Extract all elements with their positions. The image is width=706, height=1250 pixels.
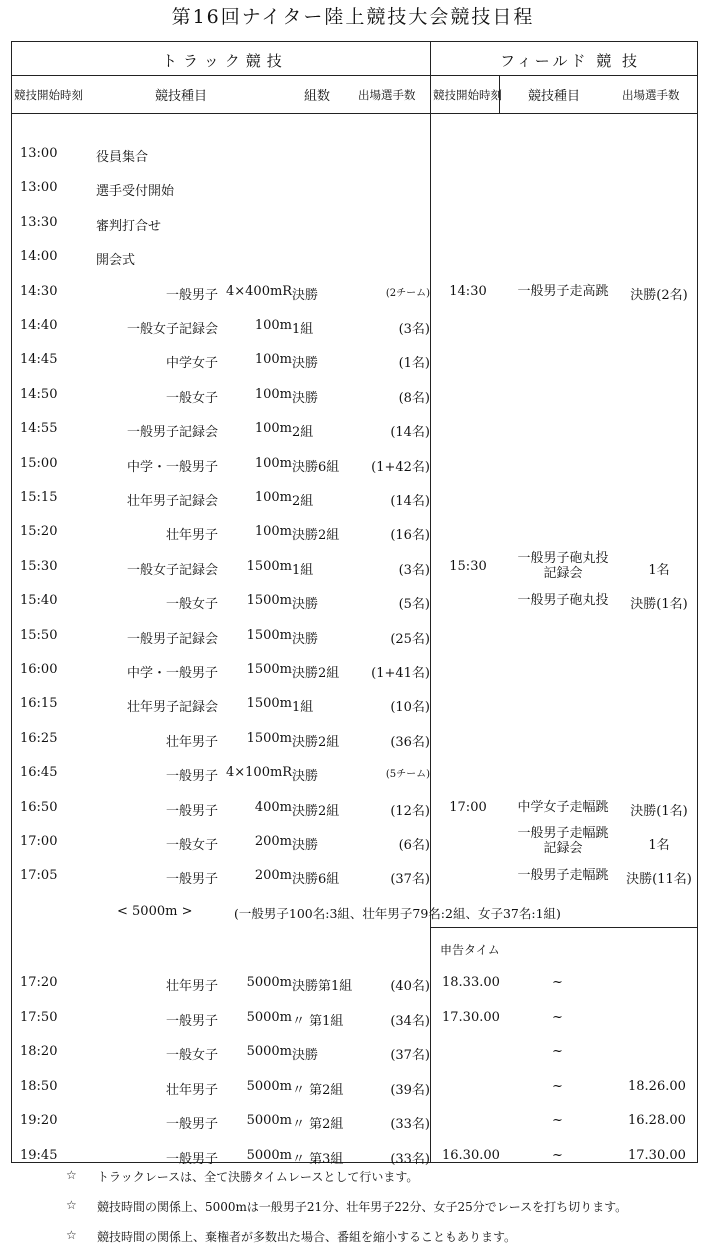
row-event-name: 一般男子 — [165, 803, 218, 819]
row-field-entrants: 決勝(1名) — [630, 597, 688, 613]
row-event-name: 一般男子 — [165, 1117, 218, 1133]
row-distance: 100m — [254, 421, 292, 437]
schedule-row — [12, 628, 699, 662]
row-event-name: 審判打合せ — [96, 218, 162, 234]
row-entrants: (6名) — [398, 838, 430, 853]
row-time: 19:45 — [20, 1148, 58, 1163]
row-groups: 2組 — [292, 494, 314, 509]
fivek-label: < 5000m > — [117, 904, 193, 919]
row-event-name: 開会式 — [96, 253, 136, 269]
row-event-name: 中学・一般男子 — [126, 666, 218, 681]
row-event-name: 壮年男子 — [165, 979, 218, 994]
row-event-name: 一般女子 — [165, 838, 218, 853]
row-distance: 5000m — [246, 1009, 292, 1025]
declared-time-label: 申告タイム — [440, 943, 500, 957]
row-entrants: (5チーム) — [385, 769, 430, 781]
row-declared-time: 16.30.00 — [442, 1148, 500, 1163]
row-declared-time-2: 16.28.00 — [628, 1113, 686, 1129]
col-event: 競技種目 — [155, 89, 208, 104]
row-groups: 決勝 — [292, 838, 319, 853]
note-text: 競技時間の関係上、5000mは一般男子21分、壮年男子22分、女子25分でレースを打ち切ります。 — [97, 1200, 628, 1214]
row-groups: 〃 第3組 — [292, 1152, 344, 1167]
note-text: 競技時間の関係上、棄権者が多数出た場合、番組を縮小することもあります。 — [97, 1230, 517, 1244]
col-field-event: 競技種目 — [528, 89, 581, 104]
row-entrants: (39名) — [390, 1082, 430, 1098]
schedule-row — [12, 318, 699, 352]
row-entrants: (5名) — [398, 597, 430, 613]
row-entrants: (12名) — [390, 803, 430, 819]
row-distance: 100m — [254, 318, 292, 333]
row-distance: 5000m — [246, 1148, 292, 1163]
row-groups: 〃 第2組 — [292, 1082, 344, 1098]
row-field-entrants: 決勝(2名) — [630, 287, 688, 303]
row-groups: 2組 — [292, 425, 314, 441]
row-declared-time: 18.33.00 — [442, 975, 500, 990]
row-event-name: 一般男子 — [165, 1152, 218, 1167]
row-entrants: (8名) — [398, 390, 430, 406]
row-distance: 100m — [254, 490, 292, 505]
row-field-event: 一般男子走幅跳 — [517, 868, 609, 884]
row-event-name: 一般男子記録会 — [126, 631, 218, 647]
row-time: 15:50 — [20, 627, 58, 643]
row-range-mark: ~ — [552, 1078, 563, 1094]
star-icon: ☆ — [66, 1168, 77, 1182]
schedule-row — [12, 868, 699, 902]
row-distance: 1500m — [246, 662, 292, 677]
col-groups: 組数 — [304, 89, 331, 104]
row-time: 13:00 — [20, 180, 58, 196]
row-groups: 決勝6組 — [292, 459, 340, 475]
row-entrants: (33名) — [390, 1117, 430, 1133]
star-icon: ☆ — [66, 1228, 77, 1242]
row-field-entrants: 決勝(1名) — [630, 803, 688, 819]
row-time: 16:00 — [20, 662, 58, 677]
row-groups: 決勝 — [292, 769, 319, 785]
row-entrants: (16名) — [390, 528, 430, 544]
row-event-name: 一般男子 — [165, 1013, 218, 1029]
row-groups: 1組 — [292, 700, 314, 716]
row-entrants: (40名) — [390, 979, 430, 994]
row-entrants: (1+42名) — [371, 459, 430, 475]
schedule-row — [12, 826, 699, 868]
row-time: 17:50 — [20, 1009, 58, 1025]
note-text: トラックレースは、全て決勝タイムレースとして行います。 — [97, 1170, 419, 1184]
row-time: 15:00 — [20, 455, 58, 471]
fivek-row — [12, 1044, 699, 1078]
row-time: 15:40 — [20, 593, 58, 609]
schedule-row — [12, 696, 699, 730]
row-declared-time-2: 17.30.00 — [628, 1148, 686, 1163]
row-groups: 決勝 — [292, 1048, 319, 1064]
fivek-row — [12, 1010, 699, 1044]
row-groups: 決勝2組 — [292, 528, 340, 544]
row-event-name: 一般男子 — [165, 769, 218, 785]
row-time: 14:30 — [20, 283, 58, 299]
row-distance: 1500m — [246, 696, 292, 712]
row-range-mark: ~ — [552, 1009, 563, 1025]
row-entrants: (37名) — [390, 872, 430, 888]
row-event-name: 中学・一般男子 — [126, 459, 218, 475]
row-range-mark: ~ — [552, 975, 563, 990]
row-event-name: 一般女子 — [165, 390, 218, 406]
row-field-entrants: 1名 — [648, 562, 670, 578]
row-time: 15:20 — [20, 524, 58, 540]
row-field-event: 一般男子砲丸投 — [517, 593, 609, 609]
row-time: 14:50 — [20, 386, 58, 402]
row-field-time: 14:30 — [449, 283, 487, 299]
schedule-row — [12, 249, 699, 283]
row-event-name: 一般女子記録会 — [126, 322, 218, 337]
fivek-row — [12, 975, 699, 1009]
row-distance: 1500m — [246, 593, 292, 609]
schedule-row — [12, 550, 699, 593]
row-time: 14:00 — [20, 249, 58, 265]
fivek-row — [12, 1079, 699, 1113]
row-distance: 1500m — [246, 558, 292, 574]
row-groups: 1組 — [292, 562, 314, 578]
row-time: 15:30 — [20, 558, 58, 574]
row-groups: 決勝6組 — [292, 872, 340, 888]
schedule-row — [12, 456, 699, 490]
schedule-row — [12, 180, 699, 214]
row-entrants: (37名) — [390, 1048, 430, 1064]
row-time: 14:40 — [20, 318, 58, 333]
row-entrants: (14名) — [390, 494, 430, 509]
row-field-event: 中学女子走幅跳 — [517, 799, 609, 815]
row-time: 17:20 — [20, 975, 58, 990]
row-distance: 100m — [254, 386, 292, 402]
row-field-entrants: 決勝(11名) — [626, 872, 692, 888]
schedule-table — [11, 41, 698, 1167]
row-time: 13:30 — [20, 214, 58, 230]
row-groups: 決勝2組 — [292, 734, 340, 750]
schedule-row — [12, 284, 699, 318]
row-event-name: 役員集合 — [96, 150, 149, 165]
fivek-note: (一般男子100名:3組、壮年男子79名:2組、女子37名:1組) — [234, 906, 561, 921]
row-field-time: 15:30 — [449, 558, 487, 574]
schedule-row — [12, 662, 699, 696]
row-event-name: 一般女子 — [165, 597, 218, 613]
row-entrants: (14名) — [390, 425, 430, 441]
row-entrants: (3名) — [398, 562, 430, 578]
row-entrants: (10名) — [390, 700, 430, 716]
row-range-mark: ~ — [552, 1113, 563, 1129]
col-entrants: 出場選手数 — [358, 88, 416, 102]
schedule-row — [12, 352, 699, 386]
row-groups: 決勝2組 — [292, 666, 340, 681]
schedule-row — [12, 421, 699, 455]
row-entrants: (33名) — [390, 1152, 430, 1167]
row-event-name: 壮年男子記録会 — [126, 700, 218, 716]
row-time: 17:05 — [20, 868, 58, 884]
row-groups: 〃 第1組 — [292, 1013, 344, 1029]
row-event-name: 選手受付開始 — [96, 184, 175, 200]
field-section-title: フィールド 競 技 — [500, 52, 641, 70]
row-entrants: (36名) — [390, 734, 430, 750]
row-distance: 5000m — [246, 1078, 292, 1094]
row-declared-time: 17.30.00 — [442, 1009, 500, 1025]
schedule-row — [12, 490, 699, 524]
row-distance: 100m — [254, 524, 292, 540]
col-start-time: 競技開始時刻 — [14, 88, 83, 102]
row-distance: 4×100mR — [226, 765, 293, 781]
schedule-row — [12, 731, 699, 765]
row-event-name: 一般男子記録会 — [126, 425, 218, 441]
row-groups: 決勝 — [292, 390, 319, 406]
row-time: 19:20 — [20, 1113, 58, 1129]
row-event-name: 壮年男子記録会 — [126, 494, 218, 509]
row-time: 15:15 — [20, 490, 58, 505]
row-declared-time-2: 18.26.00 — [628, 1078, 686, 1094]
header-divider — [12, 75, 697, 76]
track-section-title: トラック競技 — [162, 52, 288, 70]
schedule-row — [12, 593, 699, 627]
row-time: 18:20 — [20, 1044, 58, 1060]
row-event-name: 壮年男子 — [165, 528, 218, 544]
row-time: 16:45 — [20, 765, 58, 781]
row-groups: 1組 — [292, 322, 314, 337]
row-groups: 決勝2組 — [292, 803, 340, 819]
subheader-divider — [12, 113, 697, 114]
row-distance: 100m — [254, 352, 292, 368]
row-entrants: (34名) — [390, 1013, 430, 1029]
row-range-mark: ~ — [552, 1148, 563, 1163]
row-time: 14:55 — [20, 421, 58, 437]
row-event-name: 一般男子 — [165, 872, 218, 888]
row-distance: 4×400mR — [226, 283, 293, 299]
row-distance: 400m — [254, 799, 292, 815]
row-distance: 200m — [254, 834, 292, 849]
row-field-time: 17:00 — [449, 799, 487, 815]
row-event-name: 壮年男子 — [165, 734, 218, 750]
col-field-entrants: 出場選手数 — [622, 88, 680, 102]
row-time: 14:45 — [20, 352, 58, 368]
row-event-name: 壮年男子 — [165, 1082, 218, 1098]
row-event-name: 一般女子記録会 — [126, 562, 218, 578]
row-entrants: (25名) — [390, 631, 430, 647]
col-field-start-time: 競技開始時刻 — [433, 88, 502, 102]
schedule-row — [12, 215, 699, 249]
row-time: 13:00 — [20, 146, 58, 161]
fivek-row — [12, 1113, 699, 1147]
schedule-row — [12, 146, 699, 180]
row-event-name: 一般女子 — [165, 1048, 218, 1064]
row-distance: 5000m — [246, 1044, 292, 1060]
row-entrants: (1+41名) — [371, 666, 430, 681]
row-groups: 〃 第2組 — [292, 1117, 344, 1133]
row-distance: 1500m — [246, 627, 292, 643]
row-time: 16:25 — [20, 730, 58, 746]
row-distance: 100m — [254, 455, 292, 471]
row-event-name: 中学女子 — [165, 356, 218, 372]
page-title: 第16回ナイター陸上競技大会競技日程 — [171, 6, 535, 28]
row-event-name: 一般男子 — [165, 287, 218, 303]
row-field-event: 一般男子走高跳 — [517, 283, 609, 299]
row-time: 16:50 — [20, 799, 58, 815]
row-groups: 決勝第1組 — [292, 979, 353, 994]
row-entrants: (1名) — [398, 356, 430, 372]
row-distance: 1500m — [246, 730, 292, 746]
row-field-event: 一般男子砲丸投 記録会 — [517, 550, 609, 581]
row-time: 16:15 — [20, 696, 58, 712]
row-entrants: (3名) — [398, 322, 430, 337]
row-field-entrants: 1名 — [648, 838, 670, 853]
row-groups: 決勝 — [292, 597, 319, 613]
row-groups: 決勝 — [292, 287, 319, 303]
star-icon: ☆ — [66, 1198, 77, 1212]
row-distance: 5000m — [246, 1113, 292, 1129]
row-time: 18:50 — [20, 1078, 58, 1094]
row-time: 17:00 — [20, 834, 58, 849]
row-range-mark: ~ — [552, 1044, 563, 1060]
schedule-row — [12, 765, 699, 799]
schedule-row — [12, 387, 699, 421]
row-entrants: (2チーム) — [385, 287, 430, 299]
fivek-divider-field — [430, 927, 697, 928]
row-groups: 決勝 — [292, 356, 319, 372]
row-distance: 5000m — [246, 975, 292, 990]
row-distance: 200m — [254, 868, 292, 884]
row-groups: 決勝 — [292, 631, 319, 647]
row-field-event: 一般男子走幅跳 記録会 — [517, 826, 609, 856]
